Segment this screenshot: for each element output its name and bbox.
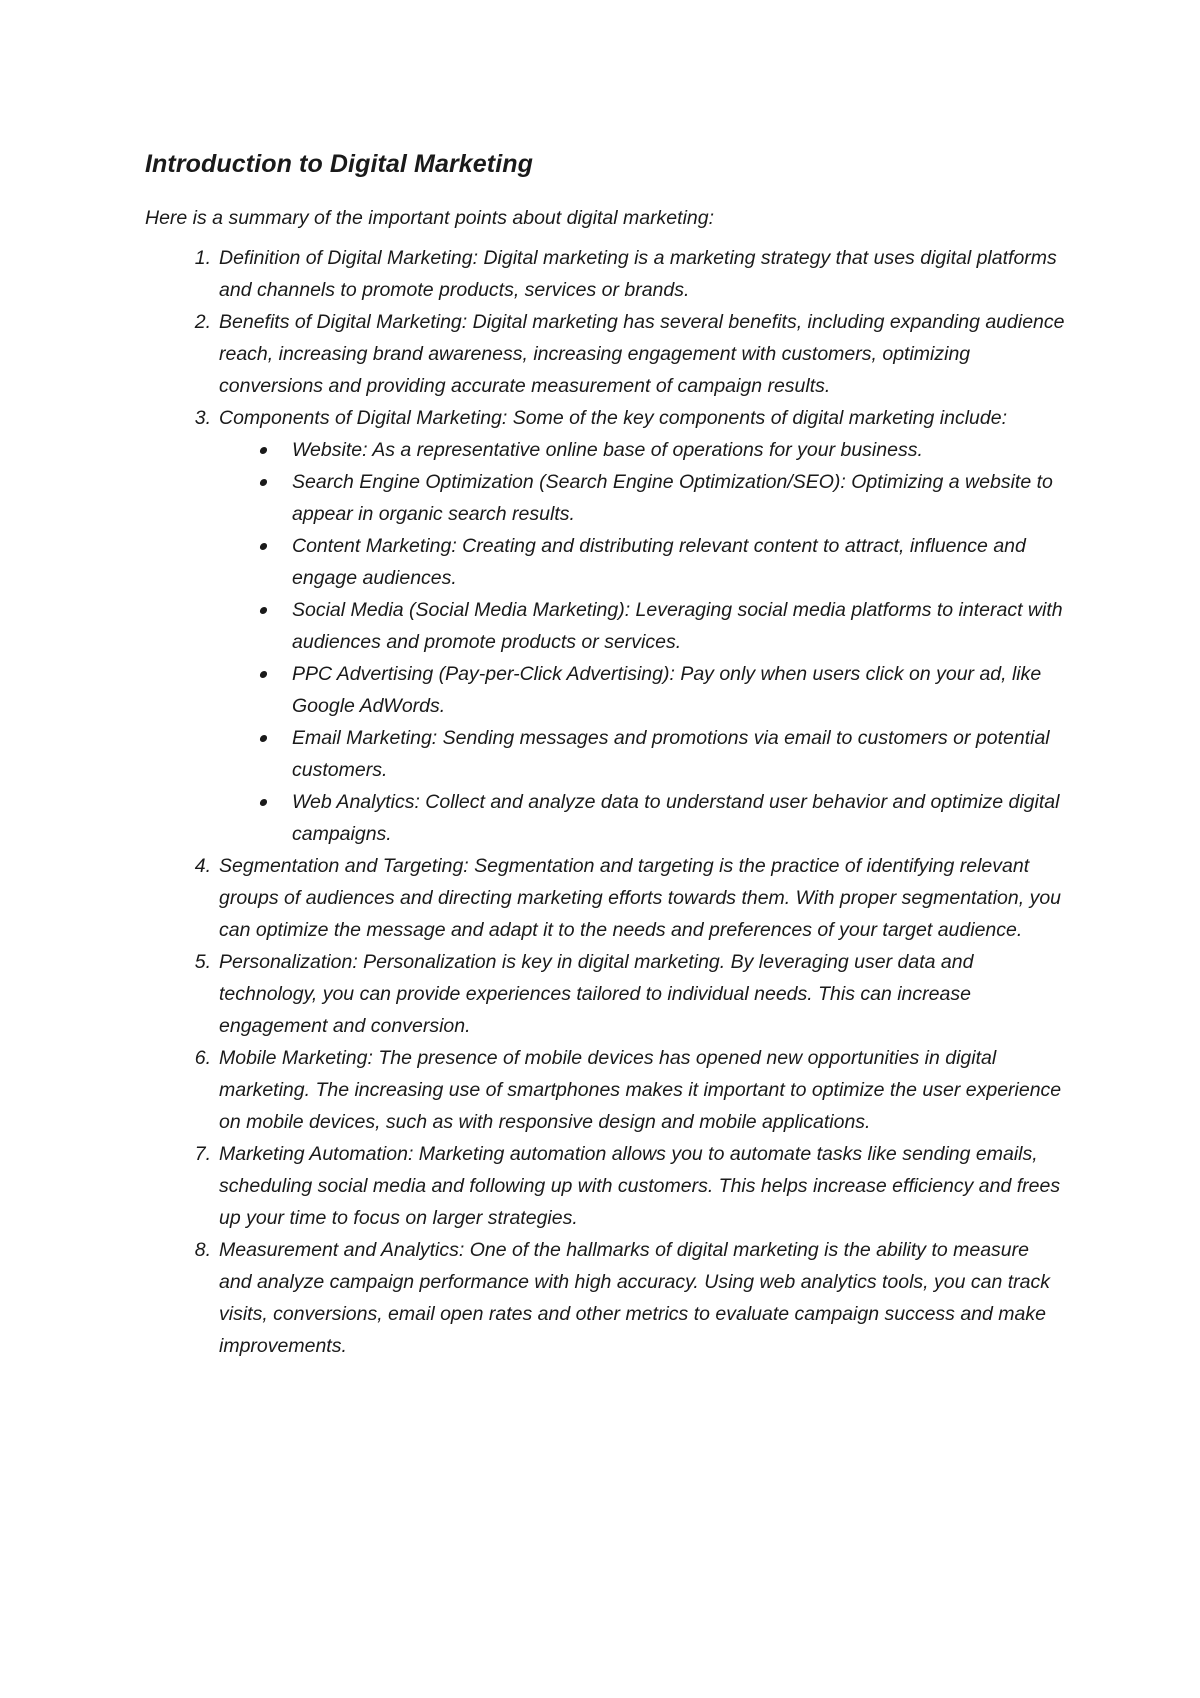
list-item [145, 402, 1065, 850]
component-text: Email Marketing: Sending messages and promotions via email to customers or potential customers. [292, 727, 1050, 781]
component-text: Search Engine Optimization (Search Engine Optimization/SEO): Optimizing a website to appear in organic search results. [292, 471, 1053, 525]
component-item [219, 530, 1065, 594]
bullet-icon [259, 671, 267, 678]
list-item-text: Mobile Marketing: The presence of mobile devices has opened new opportunities in digital marketing. The increasing use of smartphones makes it important to optimize the user experience on mobile devices, such as with responsive design and mobile applications. [219, 1047, 1062, 1133]
list-number: 8. [194, 1239, 211, 1261]
bullet-icon [259, 735, 267, 742]
component-text: Website: As a representative online base of operations for your business. [292, 439, 923, 461]
component-text: Social Media (Social Media Marketing): Leveraging social media platforms to interact with audiences and promote products or services. [292, 599, 1063, 653]
list-number: 3. [194, 407, 211, 429]
bullet-icon [259, 447, 267, 454]
list-item [145, 946, 1065, 1042]
list-item-text: Personalization: Personalization is key in digital marketing. By leveraging user data and technology, you can provide experiences tailored to individual needs. This can increase engagement and conversion. [219, 951, 974, 1037]
bullet-icon [259, 799, 267, 806]
list-item [145, 1234, 1065, 1362]
component-item [219, 658, 1065, 722]
intro-paragraph: Here is a summary of the important points about digital marketing: [145, 207, 715, 229]
list-item-text: Marketing Automation: Marketing automation allows you to automate tasks like sending emails, scheduling social media and following up with customers. This helps increase efficiency and frees up your time to focus on larger strategies. [219, 1143, 1061, 1229]
component-item [219, 594, 1065, 658]
list-number: 2. [194, 311, 211, 333]
list-item-text: Components of Digital Marketing: Some of the key components of digital marketing include: [219, 407, 1007, 429]
list-number: 1. [194, 247, 211, 269]
component-text: Content Marketing: Creating and distributing relevant content to attract, influence and engage audiences. [292, 535, 1026, 589]
component-item [219, 466, 1065, 530]
component-text: Web Analytics: Collect and analyze data to understand user behavior and optimize digital campaigns. [292, 791, 1060, 845]
bullet-icon [259, 543, 267, 550]
bullet-icon [259, 607, 267, 614]
list-item-text: Benefits of Digital Marketing: Digital marketing has several benefits, including expanding audience reach, increasing brand awareness, increasing engagement with customers, optimizing conversions and providing accurate measurement of campaign results. [219, 311, 1065, 397]
list-item [145, 306, 1065, 402]
document-page [145, 148, 1065, 1362]
component-item [219, 434, 1065, 466]
component-text: PPC Advertising (Pay-per-Click Advertising): Pay only when users click on your ad, like Google AdWords. [292, 663, 1042, 717]
list-item [145, 242, 1065, 306]
list-item-text: Definition of Digital Marketing: Digital marketing is a marketing strategy that uses digital platforms and channels to promote products, services or brands. [219, 247, 1057, 301]
list-number: 4. [194, 855, 211, 877]
points-list [145, 242, 1065, 1362]
list-item-text: Segmentation and Targeting: Segmentation and targeting is the practice of identifying relevant groups of audiences and directing marketing efforts towards them. With proper segmentation, you can optimize the message and adapt it to the needs and preferences of your target audience. [219, 855, 1062, 941]
component-item [219, 722, 1065, 786]
list-item [145, 1138, 1065, 1234]
component-item [219, 786, 1065, 850]
components-list [219, 434, 1065, 850]
list-number: 6. [194, 1047, 211, 1069]
list-item [145, 1042, 1065, 1138]
list-number: 5. [194, 951, 211, 973]
list-item [145, 850, 1065, 946]
bullet-icon [259, 479, 267, 486]
page-title: Introduction to Digital Marketing [145, 150, 534, 178]
list-number: 7. [194, 1143, 211, 1165]
list-item-text: Measurement and Analytics: One of the hallmarks of digital marketing is the ability to measure and analyze campaign performance with high accuracy. Using web analytics tools, you can track visits, conversions, email open rates and other metrics to evaluate campaign success and make improvements. [219, 1239, 1050, 1357]
